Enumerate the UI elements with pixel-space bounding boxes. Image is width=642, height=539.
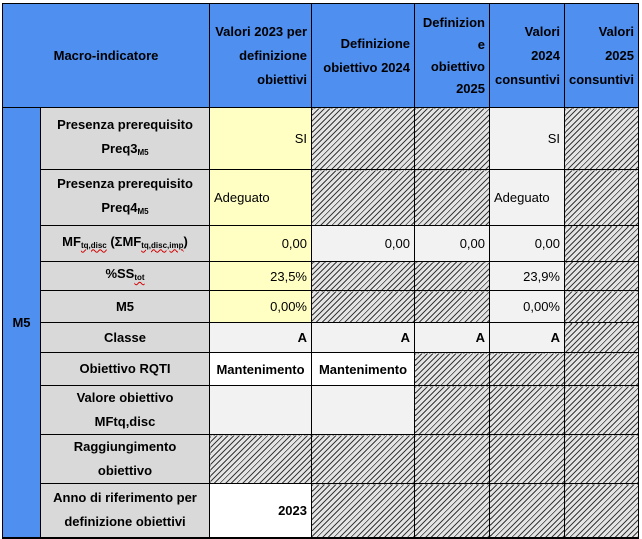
cell-hatched [415,170,490,226]
header-obiettivo-2024: Definizione obiettivo 2024 [312,4,415,108]
cell-hatched [565,170,639,226]
cell-valori-2023: 0,00% [210,291,312,323]
cell-hatched [565,323,639,353]
row-label: Raggiungimento obiettivo [41,435,210,484]
m5-indicator-table [2,3,639,539]
cell-hatched [415,484,490,538]
cell-hatched [415,435,490,484]
cell-hatched [490,435,565,484]
row-label: Classe [41,323,210,353]
group-label-m5: M5 [3,108,41,538]
row-label: $\%SS_{tot}$ [41,262,210,291]
header-obiettivo-2025: Definizion e obiettivo 2025 [415,4,490,108]
cell-obiettivo-2024 [312,386,415,435]
cell-valori-2024: 0,00% [490,291,565,323]
cell-valori-2023: 2023 [210,484,312,538]
cell-hatched [415,291,490,323]
cell-hatched [415,353,490,386]
row-preq3 [3,108,639,170]
row-anno-riferimento [3,484,639,538]
cell-hatched [415,108,490,170]
row-label: Valore obiettivo MFtq,disc [41,386,210,435]
row-mf [3,226,639,262]
header-macro-indicatore: Macro-indicatore [3,4,210,108]
cell-valori-2023: 0,00 [210,226,312,262]
row-label: Obiettivo RQTI [41,353,210,386]
row-label: $MF_{tq,disc}$ $(\Sigma MF_{tq,disc,imp})$ [41,226,210,262]
cell-hatched [210,435,312,484]
cell-obiettivo-2025: A [415,323,490,353]
cell-hatched [565,484,639,538]
cell-obiettivo-2025: 0,00 [415,226,490,262]
cell-valori-2024: SI [490,108,565,170]
cell-hatched [312,170,415,226]
row-label: Presenza prerequisito $Preq4_{M5}$ [41,170,210,226]
cell-hatched [415,262,490,291]
row-raggiungimento [3,435,639,484]
row-m5 [3,291,639,323]
cell-valori-2023: SI [210,108,312,170]
cell-hatched [565,353,639,386]
cell-hatched [415,386,490,435]
cell-obiettivo-2024: Mantenimento [312,353,415,386]
row-valore-obiettivo [3,386,639,435]
header-valori-2025: Valori 2025 consuntivi [565,4,639,108]
cell-hatched [565,262,639,291]
row-label: M5 [41,291,210,323]
header-row [3,4,639,108]
cell-valori-2024: Adeguato [490,170,565,226]
cell-hatched [565,435,639,484]
header-valori-2023: Valori 2023 per definizione obiettivi [210,4,312,108]
cell-hatched [565,226,639,262]
cell-hatched [312,262,415,291]
cell-valori-2024: 23,9% [490,262,565,291]
cell-valori-2024: 0,00 [490,226,565,262]
row-classe [3,323,639,353]
cell-hatched [312,484,415,538]
row-label: Anno di riferimento per definizione obiettivi [41,484,210,538]
header-valori-2024: Valori 2024 consuntivi [490,4,565,108]
cell-valori-2023 [210,386,312,435]
cell-hatched [490,353,565,386]
cell-valori-2023: Adeguato [210,170,312,226]
cell-obiettivo-2024: 0,00 [312,226,415,262]
cell-valori-2024: A [490,323,565,353]
cell-hatched [490,484,565,538]
cell-valori-2023: A [210,323,312,353]
cell-valori-2023: 23,5% [210,262,312,291]
row-label: Presenza prerequisito $Preq3_{M5}$ [41,108,210,170]
row-preq4 [3,170,639,226]
cell-hatched [565,291,639,323]
cell-hatched [565,386,639,435]
cell-hatched [490,386,565,435]
row-ss-tot [3,262,639,291]
cell-hatched [312,291,415,323]
cell-hatched [565,108,639,170]
cell-hatched [312,108,415,170]
row-obiettivo-rqti [3,353,639,386]
cell-valori-2023: Mantenimento [210,353,312,386]
cell-obiettivo-2024: A [312,323,415,353]
cell-hatched [312,435,415,484]
